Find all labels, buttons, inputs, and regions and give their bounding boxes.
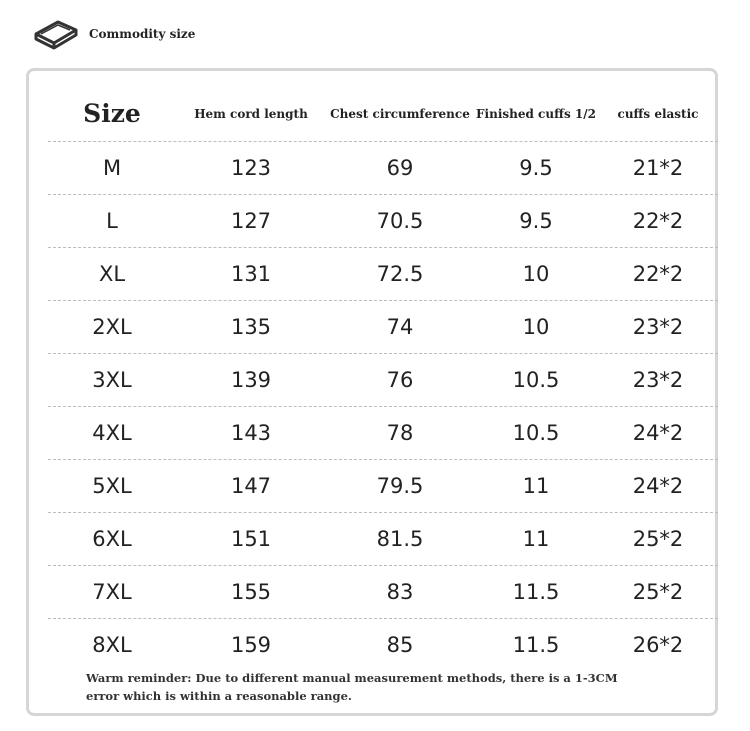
cell-finished-cuffs: 11.5 — [512, 580, 560, 604]
cell-size: 8XL — [92, 633, 132, 657]
cell-size: 4XL — [92, 421, 132, 445]
table-row — [48, 618, 718, 671]
cell-size: 3XL — [92, 368, 132, 392]
warm-reminder-note: Warm reminder: Due to different manual measurement methods, there is a 1-3CM error which is within a reasonable range. — [86, 671, 618, 703]
cell-chest-circumference: 83 — [386, 580, 414, 604]
table-row — [48, 406, 718, 459]
cell-finished-cuffs: 9.5 — [519, 156, 553, 180]
cell-hem-cord-length: 159 — [230, 633, 272, 657]
table-row — [48, 565, 718, 618]
cell-chest-circumference: 72.5 — [376, 262, 424, 286]
cell-size: 6XL — [92, 527, 132, 551]
cell-cuffs-elastic: 22*2 — [632, 262, 684, 286]
header-chest-circumference: Chest circumference — [330, 106, 470, 121]
cell-hem-cord-length: 139 — [230, 368, 272, 392]
section-title: Commodity size — [89, 27, 196, 41]
cell-chest-circumference: 76 — [386, 368, 414, 392]
table-row — [48, 141, 718, 194]
cell-finished-cuffs: 10.5 — [512, 421, 560, 445]
cell-cuffs-elastic: 24*2 — [632, 421, 684, 445]
cell-size: XL — [98, 262, 126, 286]
cell-chest-circumference: 81.5 — [376, 527, 424, 551]
cell-hem-cord-length: 135 — [230, 315, 272, 339]
table-row — [48, 300, 718, 353]
table-row — [48, 512, 718, 565]
cell-cuffs-elastic: 21*2 — [632, 156, 684, 180]
cell-size: M — [102, 156, 122, 180]
cell-size: 7XL — [92, 580, 132, 604]
cell-finished-cuffs: 11 — [522, 527, 550, 551]
cell-size: 5XL — [92, 474, 132, 498]
section-header — [32, 14, 195, 54]
cell-size: L — [106, 209, 118, 233]
cell-cuffs-elastic: 26*2 — [632, 633, 684, 657]
table-row — [48, 353, 718, 406]
book-icon — [32, 16, 80, 52]
cell-finished-cuffs: 10 — [522, 262, 550, 286]
cell-cuffs-elastic: 23*2 — [632, 368, 684, 392]
cell-finished-cuffs: 10 — [522, 315, 550, 339]
cell-finished-cuffs: 11 — [522, 474, 550, 498]
cell-chest-circumference: 69 — [386, 156, 414, 180]
cell-chest-circumference: 70.5 — [376, 209, 424, 233]
table-row — [48, 247, 718, 300]
cell-cuffs-elastic: 23*2 — [632, 315, 684, 339]
cell-cuffs-elastic: 25*2 — [632, 580, 684, 604]
table-header-row — [48, 86, 718, 141]
cell-hem-cord-length: 127 — [230, 209, 272, 233]
cell-chest-circumference: 74 — [386, 315, 414, 339]
cell-chest-circumference: 79.5 — [376, 474, 424, 498]
cell-size: 2XL — [92, 315, 132, 339]
header-cuffs-elastic: cuffs elastic — [617, 106, 699, 121]
cell-hem-cord-length: 151 — [230, 527, 272, 551]
cell-cuffs-elastic: 22*2 — [632, 209, 684, 233]
cell-finished-cuffs: 11.5 — [512, 633, 560, 657]
cell-hem-cord-length: 147 — [230, 474, 272, 498]
cell-hem-cord-length: 123 — [230, 156, 272, 180]
cell-hem-cord-length: 131 — [230, 262, 272, 286]
cell-chest-circumference: 78 — [386, 421, 414, 445]
size-table — [48, 86, 718, 671]
cell-hem-cord-length: 143 — [230, 421, 272, 445]
cell-cuffs-elastic: 25*2 — [632, 527, 684, 551]
header-size: Size — [83, 98, 141, 128]
header-finished-cuffs: Finished cuffs 1/2 — [476, 106, 596, 121]
header-hem-cord-length: Hem cord length — [194, 106, 308, 121]
table-row — [48, 194, 718, 247]
cell-finished-cuffs: 10.5 — [512, 368, 560, 392]
cell-cuffs-elastic: 24*2 — [632, 474, 684, 498]
cell-chest-circumference: 85 — [386, 633, 414, 657]
cell-finished-cuffs: 9.5 — [519, 209, 553, 233]
table-row — [48, 459, 718, 512]
cell-hem-cord-length: 155 — [230, 580, 272, 604]
